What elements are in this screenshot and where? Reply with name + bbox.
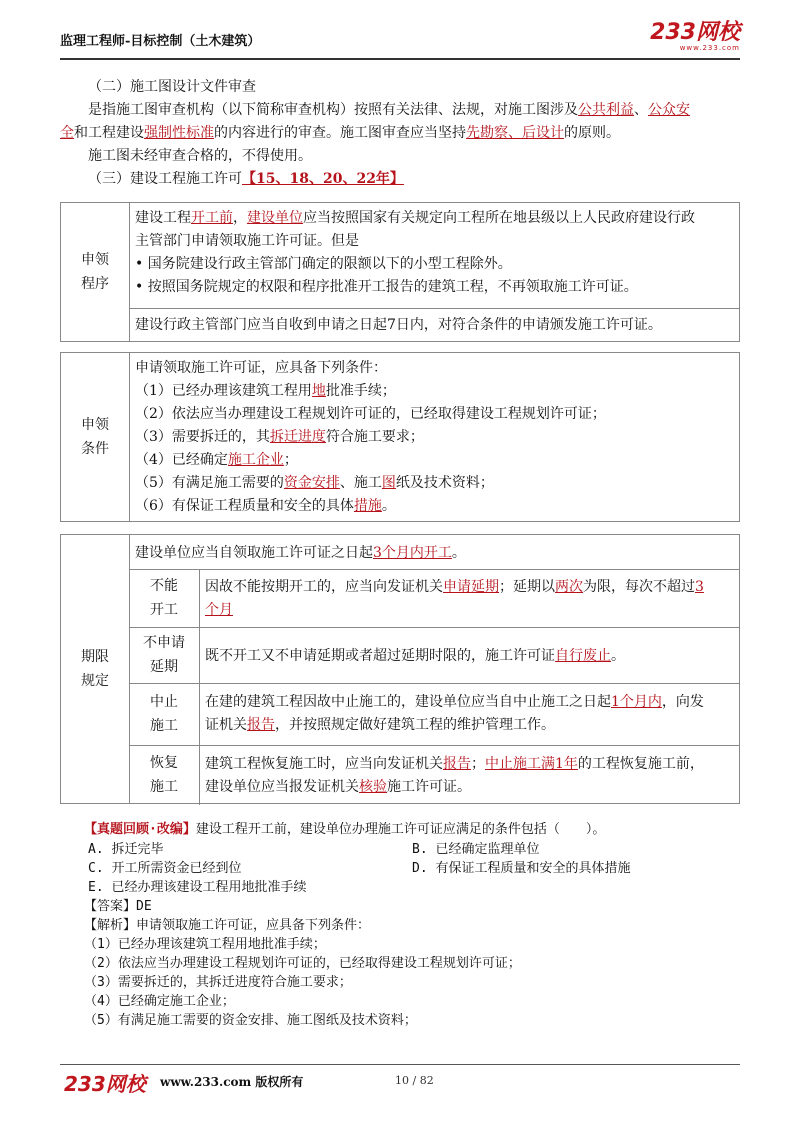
- procedure-deadline: 建设行政主管部门应当自收到申请之日起7日内，对符合条件的申请颁发施工许可证。: [135, 317, 662, 333]
- option-b: B. 已经确定监理单位: [412, 842, 540, 857]
- footer-copyright: www.233.com 版权所有: [160, 1075, 304, 1089]
- permit-void-text: 既不开工又不申请延期或者超过延期时限的，施工许可证自行废止。: [205, 648, 625, 664]
- conditions-list: 申请领取施工许可证，应具备下列条件： （1）已经办理该建筑工程用地批准手续； （2）依法应当办理建设工程规划许可证的，已经取得建设工程规划许可证； （3）需要拆迁的，其拆迁进度符合施工要求； （4）已经确定施工企业； （5）有满足施工需要的资金安排、施工图纸及技术资料； （6）有保证工程质量和安全的具体措施。: [129, 357, 739, 518]
- condition-item: （2）依法应当办理建设工程规划许可证的，已经取得建设工程规划许可证；: [135, 406, 606, 422]
- option-e: E. 已经办理该建设工程用地批准手续: [88, 880, 307, 895]
- option-d: D. 有保证工程质量和安全的具体措施: [412, 861, 631, 876]
- paragraph-line: 全和工程建设强制性标准的内容进行的审查。施工图审查应当坚持先勘察、后设计的原则。: [60, 125, 620, 141]
- bullet-item: • 国务院建设行政主管部门确定的限额以下的小型工程除外。: [135, 256, 512, 272]
- resumption-text: 建筑工程恢复施工时，应当向发证机关报告；中止施工满1年的工程恢复施工前， 建设单位应当报发证机关核验施工许可证。: [205, 756, 704, 795]
- condition-item: （3）需要拆迁的，其拆迁进度符合施工要求；: [135, 429, 424, 445]
- option-a: A. 拆迁完毕: [88, 842, 164, 857]
- page-number: 10 / 82: [395, 1074, 434, 1087]
- sub-label-no-extension: 不申请 延期: [143, 635, 185, 675]
- row-divider: [129, 627, 739, 628]
- sub-label-cannot-start: 不能 开工: [150, 578, 178, 618]
- condition-item: （4）已经确定施工企业；: [135, 452, 298, 468]
- analysis-item: （1）已经办理该建筑工程用地批准手续；: [84, 937, 326, 952]
- sub-label-suspend: 中止 施工: [150, 694, 178, 734]
- bullet-item: • 按照国务院规定的权限和程序批准开工报告的建筑工程，不再领取施工许可证。: [135, 279, 638, 295]
- row-label: 申领 程序: [61, 203, 130, 341]
- logo-url: www.233.com: [679, 44, 740, 52]
- logo-text: 233网校: [650, 20, 740, 45]
- question-tag: 【真题回顾·改编】: [84, 822, 196, 837]
- row-label: 期限 规定: [61, 535, 130, 803]
- analysis-item: （2）依法应当办理建设工程规划许可证的，已经取得建设工程规划许可证；: [84, 956, 521, 971]
- brand-logo: [650, 22, 740, 52]
- question-stem: 【真题回顾·改编】建设工程开工前，建设单位办理施工许可证应满足的条件包括（ ）。: [84, 822, 606, 837]
- condition-item: （1）已经办理该建筑工程用地批准手续；: [135, 383, 396, 399]
- analysis-item: （5）有满足施工需要的资金安排、施工图纸及技术资料；: [84, 1013, 417, 1028]
- footer-divider: [60, 1064, 740, 1065]
- section-heading-3: （三）建设工程施工许可【15、18、20、22年】: [88, 171, 404, 187]
- analysis-item: （4）已经确定施工企业；: [84, 994, 235, 1009]
- row-divider: [129, 683, 739, 684]
- exam-years-tag: 【15、18、20、22年】: [242, 171, 404, 187]
- paragraph-line: 是指施工图审查机构（以下简称审查机构）按照有关法律、法规，对施工图涉及公共利益、公众安: [88, 102, 690, 118]
- footer-logo: 233网校: [64, 1072, 146, 1096]
- sub-label-resume: 恢复 施工: [150, 755, 178, 795]
- analysis-heading: 【解析】申请领取施工许可证，应具备下列条件：: [84, 918, 371, 933]
- answer: 【答案】DE: [84, 899, 152, 914]
- suspension-text: 在建的建筑工程因故中止施工的，建设单位应当自中止施工之日起1个月内，向发 证机关报告，并按照规定做好建筑工程的维护管理工作。: [205, 694, 704, 733]
- start-deadline-text: 建设单位应当自领取施工许可证之日起3个月内开工。: [135, 545, 466, 561]
- application-procedure-table: [60, 202, 740, 342]
- condition-item: （5）有满足施工需要的资金安排、施工图纸及技术资料；: [135, 475, 494, 491]
- time-limit-table: [60, 534, 740, 804]
- row-divider: [129, 308, 739, 309]
- row-divider: [129, 745, 739, 746]
- paragraph-line: 施工图未经审查合格的，不得使用。: [88, 148, 312, 164]
- application-conditions-table: [60, 352, 740, 522]
- document-title: 监理工程师-目标控制（土木建筑）: [60, 34, 261, 49]
- extension-text: 因故不能按期开工的，应当向发证机关申请延期；延期以两次为限，每次不超过3 个月: [205, 579, 704, 618]
- row-label: 申领 条件: [61, 353, 130, 521]
- header-divider: [60, 58, 740, 60]
- section-heading-2: （二）施工图设计文件审查: [88, 79, 256, 95]
- row-divider: [129, 569, 739, 570]
- page-header: [60, 22, 740, 56]
- procedure-text: 建设工程开工前，建设单位应当按照国家有关规定向工程所在地县级以上人民政府建设行政 主管部门申请领取施工许可证。但是 • 国务院建设行政主管部门确定的限额以下的小型工程除外。 • 按照国务院规定的权限和程序批准开工报告的建筑工程，不再领取施工许可证。: [129, 207, 739, 299]
- analysis-item: （3）需要拆迁的，其拆迁进度符合施工要求；: [84, 975, 352, 990]
- option-c: C. 开工所需资金已经到位: [88, 861, 242, 876]
- condition-item: （6）有保证工程质量和安全的具体措施。: [135, 498, 396, 514]
